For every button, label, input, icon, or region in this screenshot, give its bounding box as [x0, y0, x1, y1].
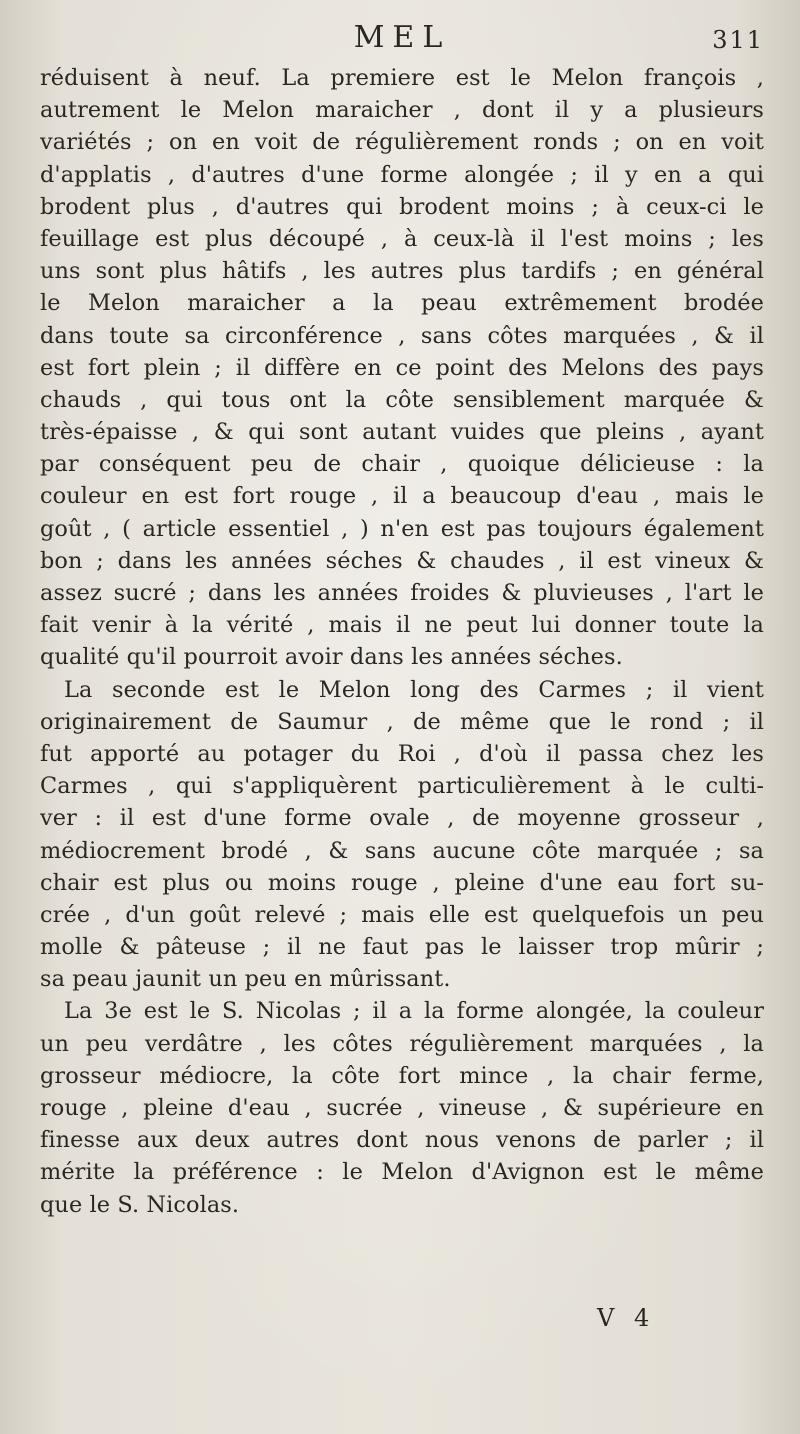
text-line: bon ; dans les années séches & chaudes , il est vineux & [40, 547, 764, 574]
text-line: autrement le Melon maraicher , dont il y a plusieurs [40, 97, 764, 124]
text-line: fait venir à la vérité , mais il ne peut lui donner toute la [40, 612, 764, 639]
text-line: fut apporté au potager du Roi , d'où il passa chez les [40, 740, 764, 767]
text-line: brodent plus , d'autres qui brodent moins ; à ceux-ci le [40, 193, 764, 220]
text-line: goût , ( article essentiel , ) n'en est pas toujours également [40, 515, 764, 542]
running-head [40, 14, 764, 58]
text-line: assez sucré ; dans les années froides & pluvieuses , l'art le [40, 580, 764, 606]
text-line: Carmes , qui s'appliquèrent particulièrement à le culti- [40, 773, 764, 800]
paragraph [40, 62, 764, 674]
text-line: ver : il est d'une forme ovale , de moyenne grosseur , [40, 805, 764, 832]
page-number: 311 [712, 26, 764, 54]
paragraph [40, 995, 764, 1220]
text-line: chair est plus ou moins rouge , pleine d'une eau fort su- [40, 869, 764, 896]
text-line: variétés ; on en voit de régulièrement ronds ; on en voit [40, 129, 764, 156]
text-line: finesse aux deux autres dont nous venons de parler ; il [40, 1127, 764, 1154]
text-line: crée , d'un goût relevé ; mais elle est quelquefois un peu [40, 901, 764, 928]
text-line: par conséquent peu de chair , quoique délicieuse : la [40, 451, 764, 478]
text-line: La seconde est le Melon long des Carmes ; il vient [64, 676, 764, 703]
text-line: dans toute sa circonférence , sans côtes marquées , & il [40, 322, 764, 349]
text-line: d'applatis , d'autres d'une forme alongée ; il y en a qui [40, 161, 764, 188]
signature-mark: V 4 [597, 1304, 656, 1332]
text-line: rouge , pleine d'eau , sucrée , vineuse , & supérieure en [40, 1095, 764, 1121]
text-line: le Melon maraicher a la peau extrêmement brodée [40, 290, 764, 317]
text-line: médiocrement brodé , & sans aucune côte marquée ; sa [40, 837, 764, 864]
text-line: originairement de Saumur , de même que le rond ; il [40, 708, 764, 735]
text-line: uns sont plus hâtifs , les autres plus tardifs ; en général [40, 258, 764, 285]
running-title: MEL [353, 20, 451, 55]
text-line: qualité qu'il pourroit avoir dans les années séches. [40, 644, 623, 671]
text-line: molle & pâteuse ; il ne faut pas le laisser trop mûrir ; [40, 934, 764, 961]
text-line: La 3e est le S. Nicolas ; il a la forme alongée, la couleur [64, 998, 764, 1025]
body-text [40, 62, 764, 1221]
text-line: mérite la préférence : le Melon d'Avignon est le même [40, 1159, 764, 1186]
paragraph [40, 674, 764, 996]
text-line: chauds , qui tous ont la côte sensiblement marquée & [40, 386, 764, 413]
text-line: que le S. Nicolas. [40, 1191, 240, 1218]
text-line: réduisent à neuf. La premiere est le Melon françois , [40, 65, 764, 91]
text-line: couleur en est fort rouge , il a beaucoup d'eau , mais le [40, 483, 764, 510]
text-line: est fort plein ; il diffère en ce point des Melons des pays [40, 354, 764, 381]
text-line: très-épaisse , & qui sont autant vuides que pleins , ayant [40, 419, 764, 446]
text-line: grosseur médiocre, la côte fort mince , la chair ferme, [40, 1062, 764, 1089]
text-line: un peu verdâtre , les côtes régulièrement marquées , la [40, 1030, 764, 1057]
text-line: feuillage est plus découpé , à ceux-là il l'est moins ; les [40, 225, 764, 252]
text-line: sa peau jaunit un peu en mûrissant. [40, 966, 451, 993]
